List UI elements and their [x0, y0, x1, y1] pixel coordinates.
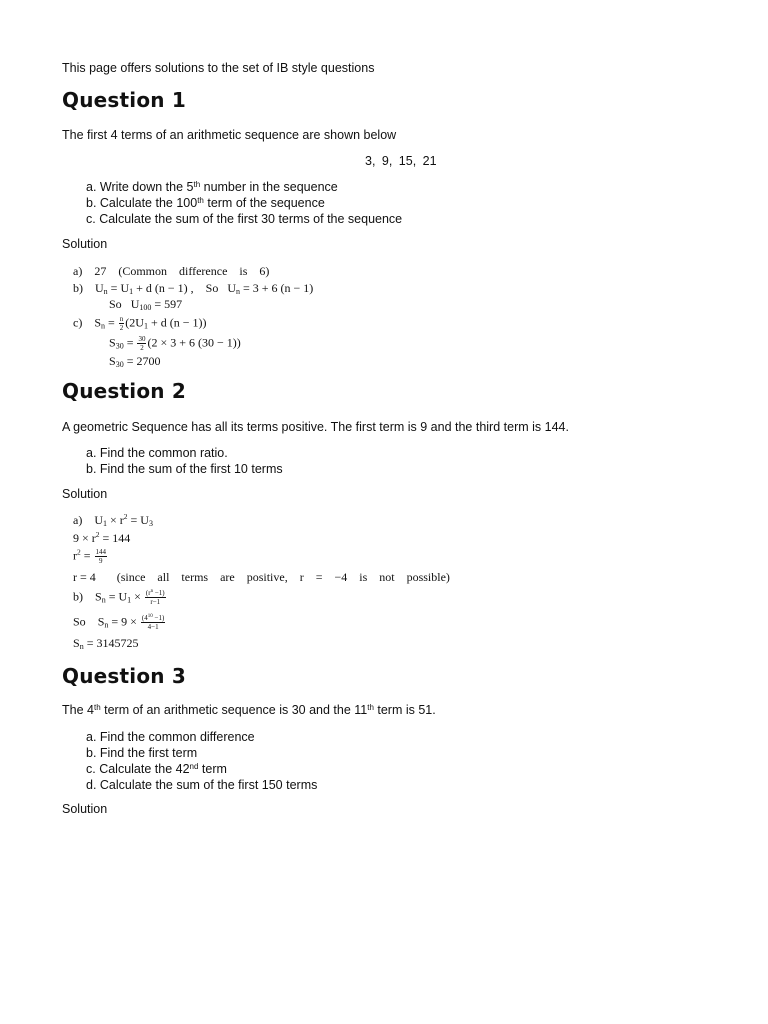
question-2-prompt: A geometric Sequence has all its terms positive. The first term is 9 and the third term is 144. — [62, 420, 569, 434]
question-1-heading: Question 1 — [62, 88, 186, 112]
q1-solution-c-sub: $S_{30}$ = $\frac{30}{2}$ (2 × 3 + 6 (30 − 1)) — [109, 335, 241, 352]
question-3-prompt: The 4th term of an arithmetic sequence is 30 and the 11th term is 51. — [62, 703, 436, 717]
q2-solution-b-formula: b) $S_n = U_1$ × $\frac{(r^n -1)}{r-1}$ — [73, 589, 165, 606]
q1-solution-c-formula: c) $S_n$ = $\frac{n}{2}$ ($2U_1 + d$ (n − 1)) — [73, 315, 207, 332]
question-3-heading: Question 3 — [62, 664, 186, 688]
question-2-parts — [86, 445, 283, 477]
q2-solution-r-squared: $r^2$ = $\frac{144}{9}$ — [73, 547, 107, 565]
q2-solution-b-sub: So $S_n = 9$ × $\frac{(4^{10} -1)}{4-1}$ — [73, 614, 165, 631]
list-item: b. Find the first term — [86, 746, 198, 760]
list-item: d. Calculate the sum of the first 150 terms — [86, 778, 318, 792]
list-item: a. Write down the 5th number in the sequence — [86, 180, 338, 194]
question-3-parts — [86, 729, 317, 793]
list-item: b. Calculate the 100th term of the sequence — [86, 196, 325, 210]
q1-solution-a: a) 27 (Common difference is 6) — [73, 264, 270, 278]
list-item: a. Find the common ratio. — [86, 446, 228, 460]
question-1-sequence: 3, 9, 15, 21 — [365, 154, 437, 168]
list-item: a. Find the common difference — [86, 730, 255, 744]
q1-solution-b-u100: So $U_{100} = 597$ — [109, 297, 183, 312]
question-1-solution-label: Solution — [62, 237, 108, 251]
question-1-prompt: The first 4 terms of an arithmetic sequence are shown below — [62, 128, 397, 142]
question-2-solution-label: Solution — [62, 487, 108, 501]
question-3-solution-label: Solution — [62, 802, 108, 816]
intro-text: This page offers solutions to the set of IB style questions — [62, 61, 375, 75]
list-item: c. Calculate the 42nd term — [86, 762, 227, 776]
q2-solution-r: r = 4 (since all terms are positive, r = −4 is not possible) — [73, 570, 450, 584]
q1-solution-c-result: $S_{30} = 2700$ — [109, 354, 161, 369]
list-item: c. Calculate the sum of the first 30 terms of the sequence — [86, 212, 403, 226]
q2-solution-equation: $9 \times r^2 = 144$ — [73, 530, 131, 545]
q1-solution-b: b) $U_n = U_1 + d$ (n − 1) , So $U_n = 3 + 6$ (n − 1) — [73, 281, 314, 296]
list-item: b. Find the sum of the first 10 terms — [86, 462, 283, 476]
q2-solution-a: a) $U_1 \times r^2 = U_3$ — [73, 512, 153, 528]
q2-solution-b-result: $S_n = 3145725$ — [73, 636, 139, 651]
question-1-parts — [86, 179, 402, 227]
question-2-heading: Question 2 — [62, 379, 186, 403]
